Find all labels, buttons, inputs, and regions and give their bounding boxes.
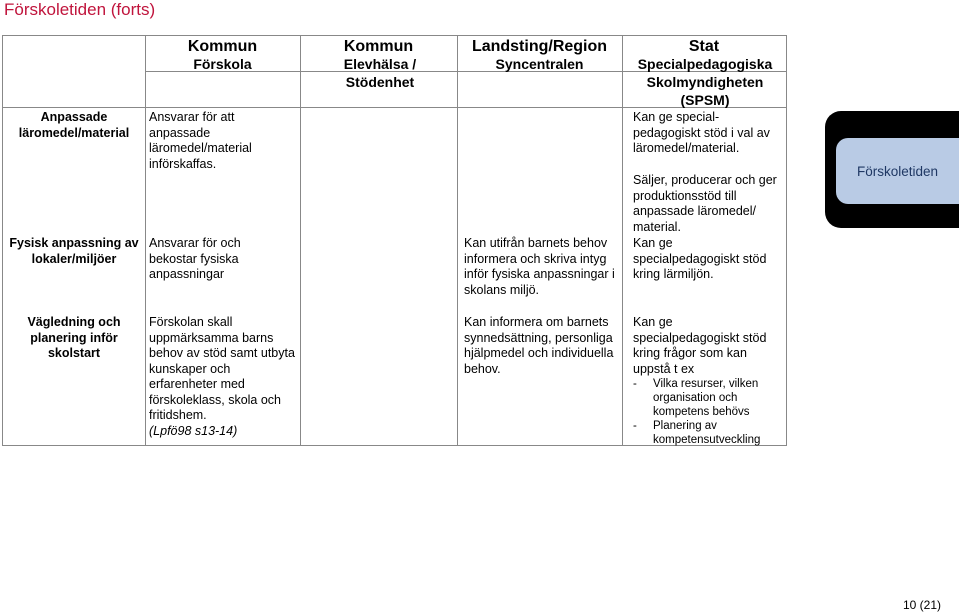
cell-forskola-fysisk: Ansvarar för och bekostar fysiska anpassningar — [149, 236, 241, 281]
header-stat: Stat — [688, 38, 720, 55]
cell-forskola-vagledning-ref: (Lpfö98 s13-14) — [149, 423, 238, 438]
header-spsm: Specialpedagogiska Skolmyndigheten (SPSM) — [637, 56, 773, 108]
responsibility-table — [2, 35, 787, 446]
header-kommun-1: Kommun — [187, 38, 258, 55]
header-syncentralen: Syncentralen — [495, 56, 584, 72]
cell-forskola-vagledning — [149, 315, 299, 439]
column-divider — [622, 36, 623, 445]
page-title: Förskoletiden (forts) — [4, 0, 156, 19]
section-badge-label: Förskoletiden — [836, 138, 959, 204]
cell-forskola-laromedel: Ansvarar för att anpassade läromedel/material införskaffas. — [149, 110, 252, 171]
column-divider — [145, 36, 146, 445]
column-divider — [457, 36, 458, 445]
column-divider — [300, 36, 301, 445]
header-kommun-2: Kommun — [343, 38, 414, 55]
page-number: 10 (21) — [902, 598, 941, 612]
cell-spsm-fysisk: Kan ge specialpedagogiskt stöd kring lärmiljön. — [633, 236, 767, 281]
cell-syncentralen-vagledning: Kan informera om barnets synnedsättning, personliga hjälpmedel och individuella behov. — [464, 315, 614, 376]
list-item: - Vilka resurser, vilken organisation och kompetens behövs — [633, 378, 759, 418]
cell-spsm-vagledning-text: Kan ge specialpedagogiskt stöd kring frågor som kan uppstå t ex — [633, 315, 767, 376]
header-landsting: Landsting/Region — [471, 38, 608, 55]
row-label-vagledning: Vägledning och planering inför skolstart — [27, 315, 121, 360]
list-item: - Planering av kompetensutveckling — [633, 420, 761, 446]
row-label-laromedel: Anpassade läromedel/material — [18, 110, 130, 140]
cell-forskola-vagledning-text: Förskolan skall uppmärksamma barns behov av stöd samt utbyta kunskaper och erfarenheter med förskoleklass, skola och fritidshem. — [149, 315, 295, 422]
cell-spsm-laromedel-2: Säljer, producerar och ger produktionsstöd till anpassade läromedel/ material. — [633, 173, 777, 234]
row-label-fysisk-anpassning: Fysisk anpassning av lokaler/miljöer — [9, 236, 139, 266]
cell-syncentralen-fysisk: Kan utifrån barnets behov informera och skriva intyg inför fysiska anpassningar i skolans miljö. — [464, 236, 615, 297]
cell-spsm-vagledning — [633, 315, 783, 447]
header-elevhalsa: Elevhälsa / Stödenhet — [343, 56, 417, 90]
cell-spsm-laromedel: Kan ge special-pedagogiskt stöd i val av läromedel/material. — [633, 110, 770, 155]
header-forskola: Förskola — [193, 56, 252, 72]
